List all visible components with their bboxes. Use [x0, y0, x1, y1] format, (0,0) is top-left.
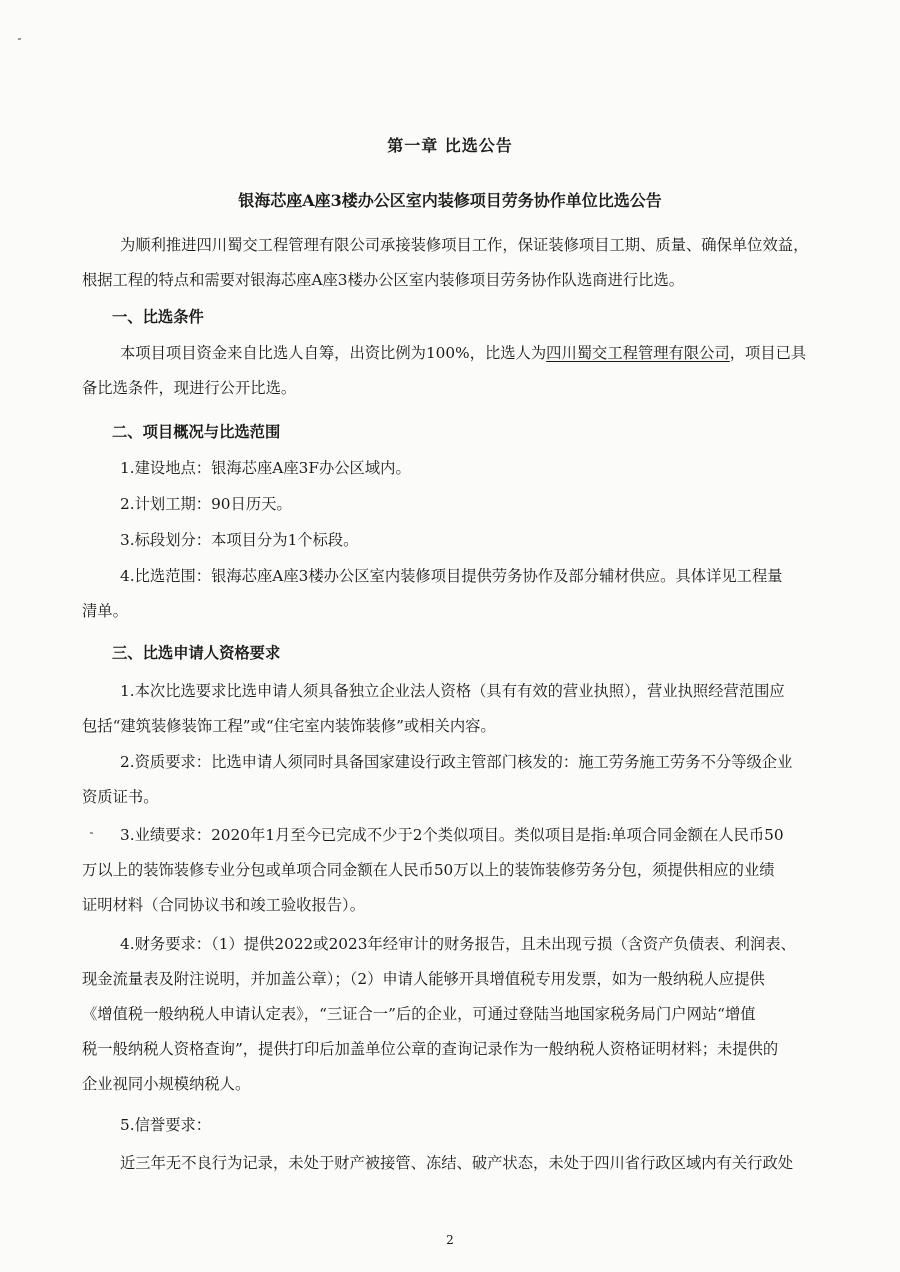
section-3-item-3: [82, 818, 834, 923]
notice-title: 银海芯座A座3楼办公区室内装修项目劳务协作单位比选公告: [238, 191, 662, 210]
section-1-text-b: ，项目已具: [729, 344, 807, 362]
section-3-item-4-line-1: 4.财务要求：（1）提供2022或2023年经审计的财务报告，且未出现亏损（含资产负债表、利润表、: [120, 935, 796, 953]
section-3-item-5-text: 近三年无不良行为记录，未处于财产被接管、冻结、破产状态，未处于四川省行政区域内有关行政处: [120, 1154, 794, 1172]
section-2-item-4: [82, 559, 834, 629]
page-number: 2: [446, 1233, 454, 1247]
section-3-item-2: [82, 745, 834, 815]
bidder-company-name: 四川蜀交工程管理有限公司: [546, 344, 730, 362]
section-2-item-2: 2.计划工期：90日历天。: [120, 495, 292, 513]
section-2-heading: 二、项目概况与比选范围: [112, 423, 281, 441]
section-3-item-4: [82, 927, 834, 1102]
chapter-title: 第一章 比选公告: [387, 136, 513, 155]
section-3-item-4-line-5: 企业视同小规模纳税人。: [82, 1075, 251, 1093]
section-3-item-5: 5.信誉要求：: [120, 1116, 212, 1134]
section-1-line-2: 备比选条件，现进行公开比选。: [82, 379, 297, 397]
section-1-line-1: [82, 336, 834, 371]
intro-paragraph: [82, 228, 834, 298]
section-3-item-4-line-3: 《增值税一般纳税人申请认定表》，“三证合一”后的企业，可通过登陆当地国家税务局门户网站“增值: [82, 1005, 756, 1023]
intro-line-2: 根据工程的特点和需要对银海芯座A座3楼办公区室内装修项目劳务协作队选商进行比选。: [82, 271, 685, 289]
section-2-item-1: 1.建设地点：银海芯座A座3F办公区域内。: [120, 459, 411, 477]
section-1-paragraph: [82, 336, 834, 406]
section-3-item-3-line-1: 3.业绩要求：2020年1月至今已完成不少于2个类似项目。类似项目是指:单项合同金额在人民币50: [120, 826, 784, 844]
section-2-item-3: 3.标段划分：本项目分为1个标段。: [120, 531, 359, 549]
section-3-item-1-line-2: 包括“建筑装修装饰工程”或“住宅室内装饰装修”或相关内容。: [82, 717, 496, 735]
section-3-item-2-line-2: 资质证书。: [82, 788, 159, 806]
section-1-heading: 一、比选条件: [112, 308, 204, 326]
section-3-item-2-line-1: 2.资质要求：比选申请人须同时具备国家建设行政主管部门核发的：施工劳务施工劳务不分等级企业: [120, 753, 793, 771]
section-3-item-1: [82, 674, 834, 744]
section-3-item-1-line-1: 1.本次比选要求比选申请人须具备独立企业法人资格（具有有效的营业执照），营业执照经营范围应: [120, 682, 785, 700]
section-2-item-4-line-1: 4.比选范围：银海芯座A座3楼办公区室内装修项目提供劳务协作及部分辅材供应。具体详见工程量: [120, 567, 783, 585]
section-3-item-4-line-4: 税一般纳税人资格查询”，提供打印后加盖单位公章的查询记录作为一般纳税人资格证明材料；未提供的: [82, 1040, 779, 1058]
section-3-item-4-line-2: 现金流量表及附注说明，并加盖公章）；（2）申请人能够开具增值税专用发票，如为一般纳税人应提供: [82, 970, 765, 988]
scan-speck: [90, 832, 93, 834]
section-1-text-a: 本项目项目资金来自比选人自筹，出资比例为100%，比选人为: [120, 344, 547, 362]
intro-line-1: 为顺利推进四川蜀交工程管理有限公司承接装修项目工作，保证装修项目工期、质量、确保单位效益，: [120, 236, 809, 254]
section-3-item-3-line-2: 万以上的装饰装修专业分包或单项合同金额在人民币50万以上的装饰装修劳务分包，须提供相应的业绩: [82, 861, 775, 879]
section-3-item-3-line-3: 证明材料（合同协议书和竣工验收报告）。: [82, 896, 365, 914]
scan-speck: [18, 38, 21, 40]
section-3-heading: 三、比选申请人资格要求: [112, 644, 281, 662]
section-2-item-4-line-2: 清单。: [82, 602, 128, 620]
